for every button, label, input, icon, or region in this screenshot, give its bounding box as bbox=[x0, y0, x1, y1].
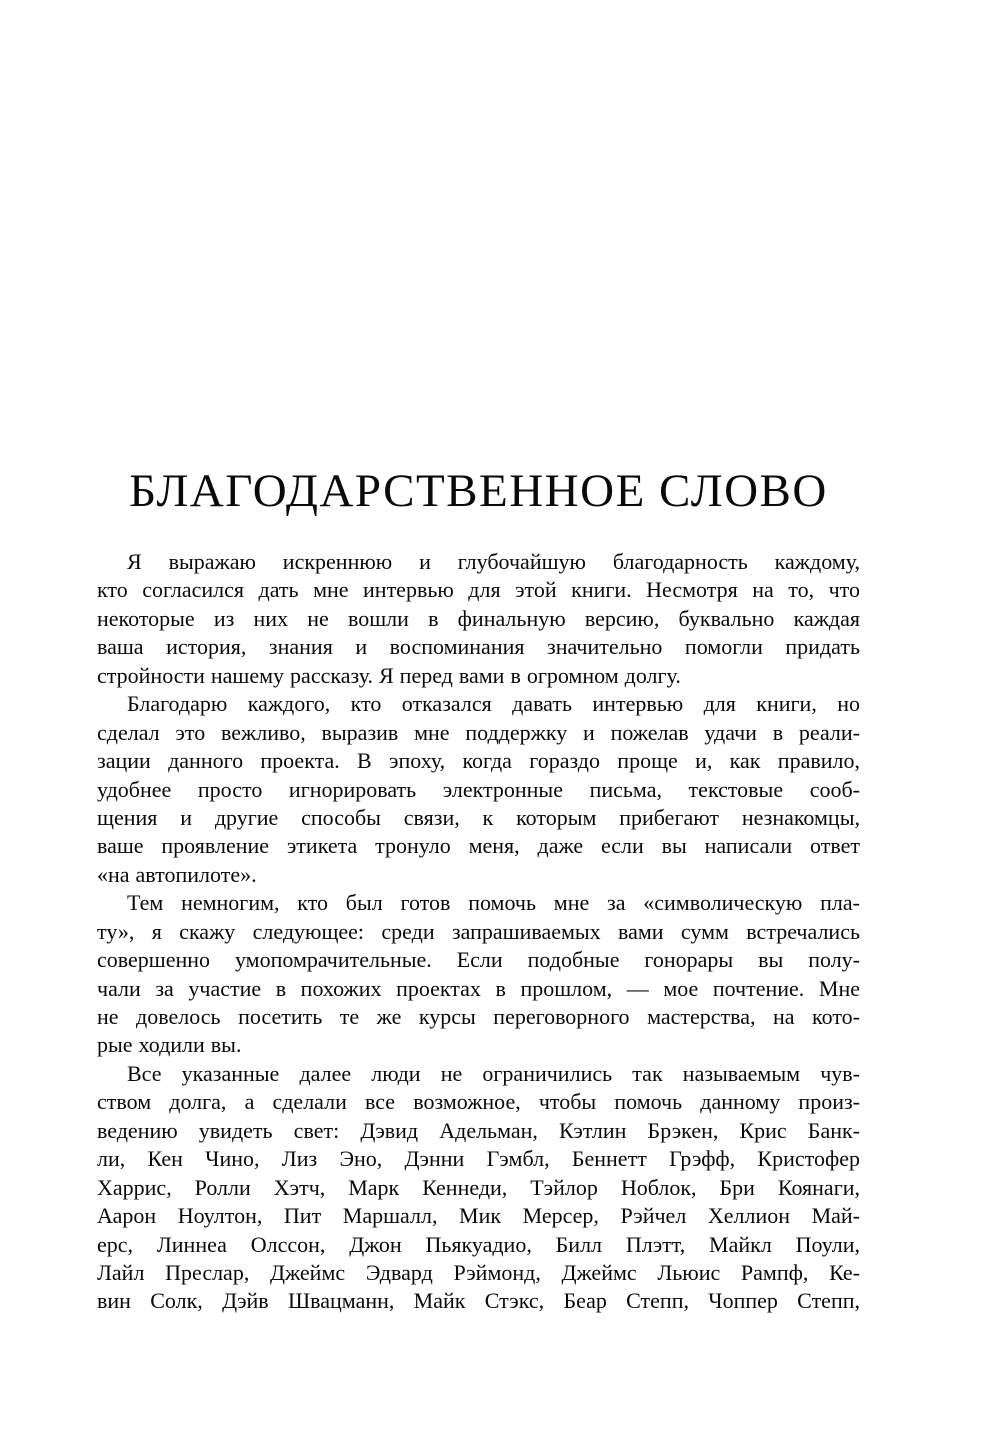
text-line: ством долга, а сделали все возможное, чтобы помочь данному произ- bbox=[97, 1089, 860, 1115]
text-line: совершенно умопомрачительные. Если подобные гонорары вы полу- bbox=[97, 947, 860, 973]
text-line: чали за участие в похожих проектах в прошлом, — мое почтение. Мне bbox=[97, 975, 860, 1001]
body-text bbox=[97, 548, 860, 1316]
text-line: ваша история, знания и воспоминания значительно помогли придать bbox=[97, 634, 860, 660]
text-line: Аарон Ноултон, Пит Маршалл, Мик Мерсер, Рэйчел Хеллион Май- bbox=[97, 1203, 860, 1229]
text-line: удобнее просто игнорировать электронные письма, текстовые сооб- bbox=[97, 776, 860, 802]
text-line: Лайл Преслар, Джеймс Эдвард Рэймонд, Джеймс Льюис Рампф, Ке- bbox=[97, 1259, 860, 1285]
text-line: ведению увидеть свет: Дэвид Адельман, Кэтлин Брэкен, Крис Банк- bbox=[97, 1117, 860, 1143]
text-column bbox=[97, 0, 860, 1447]
text-line: щения и другие способы связи, к которым прибегают незнакомцы, bbox=[97, 804, 860, 830]
text-line: вин Солк, Дэйв Швацманн, Майк Стэкс, Беар Степп, Чоппер Степп, bbox=[97, 1288, 860, 1314]
text-line: ту», я скажу следующее: среди запрашиваемых вами сумм встречались bbox=[97, 918, 860, 944]
text-line: кто согласился дать мне интервью для этой книги. Несмотря на то, что bbox=[97, 577, 860, 603]
text-line: зации данного проекта. В эпоху, когда гораздо проще и, как правило, bbox=[97, 748, 860, 774]
text-line: не довелось посетить те же курсы переговорного мастерства, на кото- bbox=[97, 1004, 860, 1029]
text-line: Все указанные далее люди не ограничились так называемым чув- bbox=[127, 1060, 860, 1086]
text-line: ерс, Линнеа Олссон, Джон Пьякуадио, Билл Плэтт, Майкл Поули, bbox=[97, 1231, 860, 1257]
text-line: Тем немногим, кто был готов помочь мне за «символическую пла- bbox=[127, 890, 860, 916]
text-line: сделал это вежливо, выразив мне поддержку и пожелав удачи в реали- bbox=[97, 719, 860, 745]
text-line: ли, Кен Чино, Лиз Эно, Дэнни Гэмбл, Беннетт Грэфф, Кристофер bbox=[97, 1146, 860, 1172]
text-line: некоторые из них не вошли в финальную версию, буквально каждая bbox=[97, 605, 860, 631]
text-line: стройности нашему рассказу. Я перед вами в огромном долгу. bbox=[97, 662, 681, 688]
text-line: «на автопилоте». bbox=[97, 861, 257, 887]
text-line: ваше проявление этикета тронуло меня, даже если вы написали ответ bbox=[97, 833, 860, 859]
text-line: рые ходили вы. bbox=[97, 1032, 242, 1058]
text-line: Благодарю каждого, кто отказался давать интервью для книги, но bbox=[127, 691, 860, 717]
chapter-title: БЛАГОДАРСТВЕННОЕ СЛОВО bbox=[129, 465, 828, 517]
text-line: Я выражаю искреннюю и глубочайшую благодарность каждому, bbox=[127, 549, 860, 574]
text-line: Харрис, Ролли Хэтч, Марк Кеннеди, Тэйлор Ноблок, Бри Коянаги, bbox=[97, 1174, 860, 1200]
